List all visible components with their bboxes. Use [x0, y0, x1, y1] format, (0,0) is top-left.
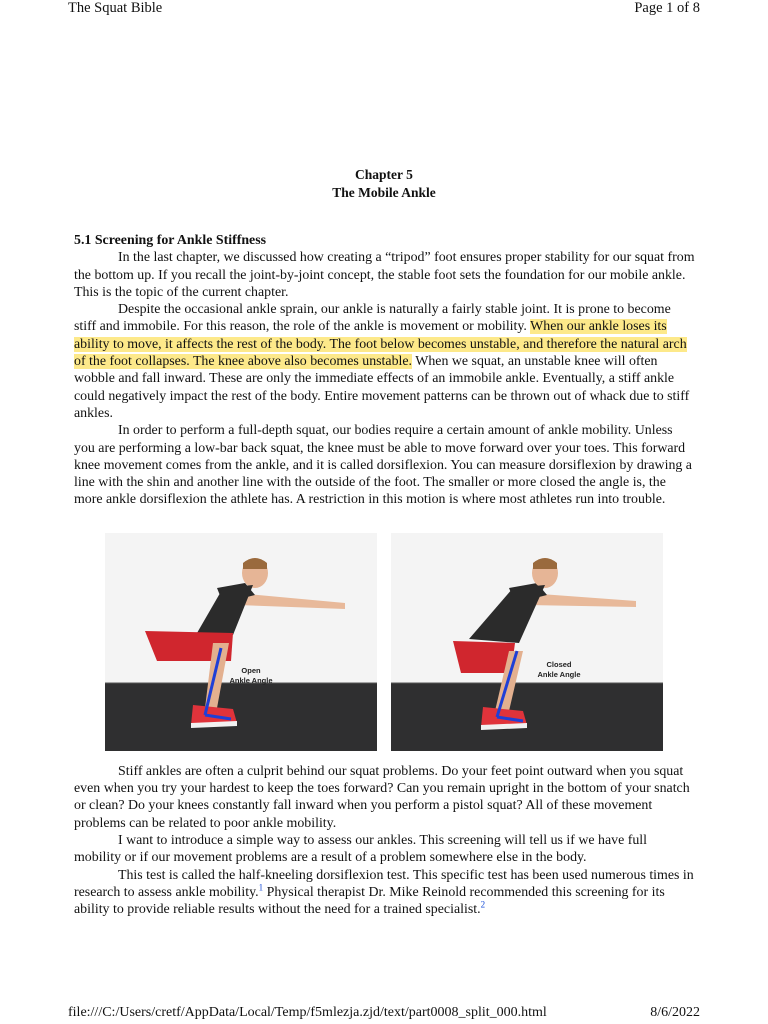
open-label-line2: Ankle Angle	[229, 675, 273, 685]
paragraph-5: I want to introduce a simple way to assess our ankles. This screening will tell us if we have full mobility or if our movement problems are a result of a problem somewhere else in the body.	[74, 832, 648, 866]
open-ankle-illustration	[105, 533, 377, 751]
paragraph-6-end: Physical therapist Dr. Mike Reinold recommended this screening for its ability to provide reliable results without the need for a trained specialist.	[74, 884, 665, 918]
closed-ankle-illustration	[391, 533, 663, 751]
page-number: Page 1 of 8	[634, 0, 700, 16]
closed-ankle-photo	[391, 533, 663, 751]
file-path: file:///C:/Users/cretf/AppData/Local/Temp/f5mlezja.zjd/text/part0008_split_000.html	[68, 1005, 547, 1020]
highlighted-text: When our ankle loses its ability to move, it affects the rest of the body. The foot below becomes unstable, and therefore the natural arch of the foot collapses. The knee above also becomes unstable.	[74, 319, 687, 370]
open-ankle-photo	[105, 533, 377, 751]
section-title: 5.1 Screening for Ankle Stiffness	[74, 233, 267, 248]
print-date: 8/6/2022	[650, 1005, 700, 1020]
paragraph-1: In the last chapter, we discussed how creating a “tripod” foot ensures proper stability for our squat from the bottom up. If you recall the joint-by-joint concept, the stable foot sets the foundation for our mobile ankle. This is the topic of the current chapter.	[74, 250, 695, 300]
chapter-heading	[0, 166, 768, 202]
paragraph-2	[74, 301, 696, 422]
figure-row	[74, 509, 696, 763]
paragraph-2-rest: When we squat, an unstable knee will often wobble and fall inward. These are only the immediate effects of an immobile ankle. Eventually, a stiff ankle could negatively impact the rest of the body. Entire movement patterns can be thrown out of whack due to stiff ankles.	[74, 354, 690, 421]
closed-label-line2: Ankle Angle	[537, 669, 581, 679]
chapter-body	[74, 232, 696, 918]
paragraph-6-start: This test is called the half-kneeling dorsiflexion test. This specific test has been used numerous times in research to assess ankle mobility.	[74, 867, 694, 900]
chapter-title: The Mobile Ankle	[332, 185, 436, 200]
paragraph-2-intro: Despite the occasional ankle sprain, our ankle is naturally a fairly stable joint. It is prone to become stiff and immobile. For this reason, the role of the ankle is movement or mobility.	[74, 302, 671, 335]
footnote-ref-1[interactable]: 1	[258, 882, 264, 893]
closed-label-line1: Closed	[546, 659, 572, 669]
footnote-ref-2[interactable]: 2	[480, 899, 486, 910]
paragraph-3: In order to perform a full-depth squat, our bodies require a certain amount of ankle mobility. Unless you are performing a low-bar back squat, the knee must be able to move forward over your toes. This forward knee movement comes from the ankle, and it is called dorsiflexion. You can measure dorsiflexion by drawing a line with the shin and another line with the outside of the foot. The smaller or more closed the angle is, the more ankle dorsiflexion the athlete has. A restriction in this motion is where most athletes run into trouble.	[74, 423, 692, 508]
chapter-number: Chapter 5	[355, 167, 413, 182]
document-title: The Squat Bible	[68, 0, 163, 16]
paragraph-4: Stiff ankles are often a culprit behind our squat problems. Do your feet point outward when you squat even when you try your hardest to keep the toes forward? Can you remain upright in the bottom of your snatch or clean? Do your knees constantly fall inward when you perform a pistol squat? All of these movement problems can be related to poor ankle mobility.	[74, 763, 690, 831]
paragraph-6	[74, 867, 696, 919]
open-label-line1: Open	[241, 665, 261, 675]
